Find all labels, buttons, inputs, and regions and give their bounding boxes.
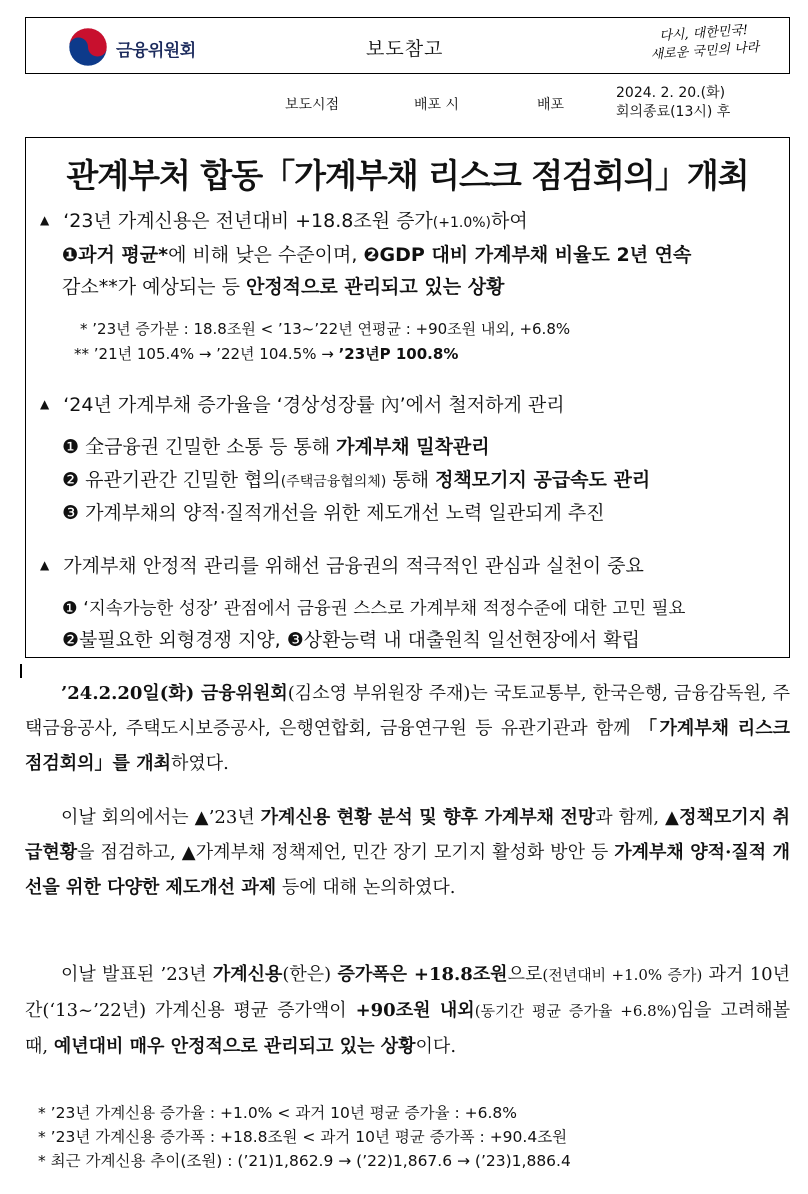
after-meeting: 회의종료(13시) 후 bbox=[616, 104, 731, 120]
slogan-line2: 새로운 국민의 나라 bbox=[650, 40, 760, 63]
note-1: * ’23년 증가분 : 18.8조원 < ’13~’22년 연평균 : +90조원 내외, +6.8% bbox=[80, 320, 571, 338]
para3-euro: 으로 bbox=[507, 964, 543, 985]
bullet3-item-2: ❷불필요한 외형경쟁 지양, ❸상환능력 내 대출원칙 일선현장에서 확립 bbox=[62, 629, 640, 651]
footnote-3: * 최근 가계신용 추이(조원) : (’21)1,862.9 → (’22)1,867.6 → (’23)1,886.4 bbox=[38, 1152, 571, 1170]
slogan bbox=[649, 21, 760, 64]
para1-date: ’24.2.20일(화) 금융위원회 bbox=[61, 683, 288, 704]
para3-stable: 예년대비 매우 안정적으로 관리되고 있는 상황 bbox=[53, 1036, 416, 1057]
bullet2-item-3: ❸ 가계부채의 양적·질적개선을 위한 제도개선 노력 일관되게 추진 bbox=[62, 502, 605, 524]
bullet1-past-avg: ❶과거 평균* bbox=[62, 244, 169, 266]
footnotes bbox=[38, 1101, 571, 1173]
bullet1-line2-mid: 에 비해 낮은 수준이며, bbox=[168, 244, 364, 266]
summary-bullet-2 bbox=[40, 388, 788, 421]
para3-yoy: (전년대비 +1.0% 증가) bbox=[542, 966, 703, 984]
note-2-text: ** ’21년 105.4% → ’22년 104.5% → bbox=[74, 345, 339, 363]
distribution-label-2: 배포 bbox=[537, 97, 565, 113]
para1-agencies: 는 국토교통부, 한국은행, 금융감독원, 주택금융공사, 주택도시보증공사, 은행연합회, 금융연구원 등 유관기관과 함께 bbox=[25, 683, 791, 739]
text-cursor bbox=[20, 664, 22, 678]
bullet3-text: 가계부채 안정적 관리를 위해선 금융권의 적극적인 관심과 실천이 중요 bbox=[63, 555, 644, 577]
bullet2-item-1 bbox=[62, 431, 490, 463]
para1-meeting: 「가계부채 리스크 점검회의」를 개최 bbox=[25, 718, 790, 774]
government-emblem-icon bbox=[68, 27, 108, 67]
summary-box bbox=[25, 137, 790, 658]
para2-reform: 가계부채 양적·질적 개선을 위한 다양한 제도개선 과제 bbox=[25, 842, 790, 898]
para3-bok: (한은) bbox=[282, 964, 338, 985]
para3-past: 과거 10년간(‘13~’22년) 가계신용 평균 증가액이 bbox=[25, 964, 790, 1021]
para3-end: 이다. bbox=[415, 1036, 457, 1057]
para3-avg-rate: (동기간 평균 증가율 +6.8%) bbox=[474, 1002, 677, 1020]
bullet2-item-2 bbox=[62, 464, 650, 498]
bullet1-stable: 안정적으로 관리되고 있는 상황 bbox=[245, 276, 505, 298]
body-paragraph-1 bbox=[25, 676, 790, 781]
para3-consider: 임을 고려해볼 때, bbox=[25, 1000, 791, 1057]
para2-end: 등에 대해 논의하였다. bbox=[276, 877, 456, 898]
date-value: 2024. 2. 20.(화) bbox=[616, 85, 726, 101]
triangle-bullet-icon: ▲ bbox=[40, 213, 50, 227]
para3-increase: 증가폭은 +18.8조원 bbox=[337, 964, 508, 985]
org-name: 금융위원회 bbox=[116, 41, 196, 61]
bullet1-line1: ‘23년 가계신용은 전년대비 +18.8조원 증가 bbox=[63, 210, 433, 232]
bullet1-suffix: 하여 bbox=[491, 210, 528, 232]
release-date bbox=[616, 84, 730, 122]
bullet3-item-1: ❶ ‘지속가능한 성장’ 관점에서 금융권 스스로 가계부채 적정수준에 대한 고민 필요 bbox=[62, 599, 686, 619]
para3-credit: 가계신용 bbox=[212, 964, 283, 985]
footnote-1: * ’23년 가계신용 증가율 : +1.0% < 과거 10년 평균 증가율 : +6.8% bbox=[38, 1104, 517, 1122]
page-title: 관계부처 합동「가계부채 리스크 점검회의」개최 bbox=[66, 156, 749, 195]
body-paragraph-3 bbox=[25, 957, 790, 1064]
bullet1-gdp: ❷GDP 대비 가계부채 비율도 2년 연속 bbox=[363, 244, 692, 266]
para2-mortgage: 정책모기지 취급현황 bbox=[25, 807, 790, 863]
bullet2-item1-text: ❶ 全금융권 긴밀한 소통 등 통해 bbox=[62, 436, 337, 458]
bullet2-item2-via: 통해 bbox=[386, 469, 436, 491]
summary-bullet-1 bbox=[40, 204, 788, 303]
note-2-value: ’23년P 100.8% bbox=[338, 345, 459, 363]
header-box bbox=[25, 17, 790, 74]
bullet2-item2-paren: (주택금융협의체) bbox=[280, 474, 387, 490]
para1-chair: (김소영 부위원장 주재) bbox=[287, 683, 471, 704]
para1-end: 하였다. bbox=[170, 753, 229, 774]
bullet2-item1-bold: 가계부채 밀착관리 bbox=[336, 436, 490, 458]
para3-start: 이날 발표된 ’23년 bbox=[61, 964, 213, 985]
triangle-bullet-icon: ▲ bbox=[40, 558, 50, 572]
doc-type: 보도참고 bbox=[366, 38, 444, 60]
bullet1-pct: (+1.0%) bbox=[432, 215, 492, 231]
note-2 bbox=[74, 343, 458, 365]
para2-analysis: 가계신용 현황 분석 및 향후 가계부채 전망 bbox=[260, 807, 596, 828]
distribution-label: 배포 시 bbox=[414, 97, 460, 113]
bullet2-item2-text: ❷ 유관기관간 긴밀한 협의 bbox=[62, 469, 281, 491]
triangle-bullet-icon: ▲ bbox=[40, 397, 50, 411]
para3-90: +90조원 내외 bbox=[355, 1000, 475, 1021]
bullet1-line3-mid: 가 예상되는 등 bbox=[117, 276, 246, 298]
footnote-2: * ’23년 가계신용 증가폭 : +18.8조원 < 과거 10년 평균 증가폭 : +90.4조원 bbox=[38, 1128, 568, 1146]
release-time-label: 보도시점 bbox=[285, 97, 340, 113]
bullet2-text: ‘24년 가계부채 증가율을 ‘경상성장률 內’에서 철저하게 관리 bbox=[63, 394, 565, 416]
para2-with: 과 함께, ▲ bbox=[595, 807, 680, 828]
bullet1-decrease: 감소** bbox=[62, 276, 118, 298]
body-paragraph-2 bbox=[25, 800, 790, 905]
para2-start: 이날 회의에서는 ▲’23년 bbox=[61, 807, 261, 828]
summary-bullet-3 bbox=[40, 549, 788, 582]
slogan-line1: 다시, 대한민국! bbox=[659, 22, 749, 45]
bullet2-item2-bold: 정책모기지 공급속도 관리 bbox=[435, 469, 651, 491]
para2-mid: 을 점검하고, ▲가계부채 정책제언, 민간 장기 모기지 활성화 방안 등 bbox=[77, 842, 615, 863]
